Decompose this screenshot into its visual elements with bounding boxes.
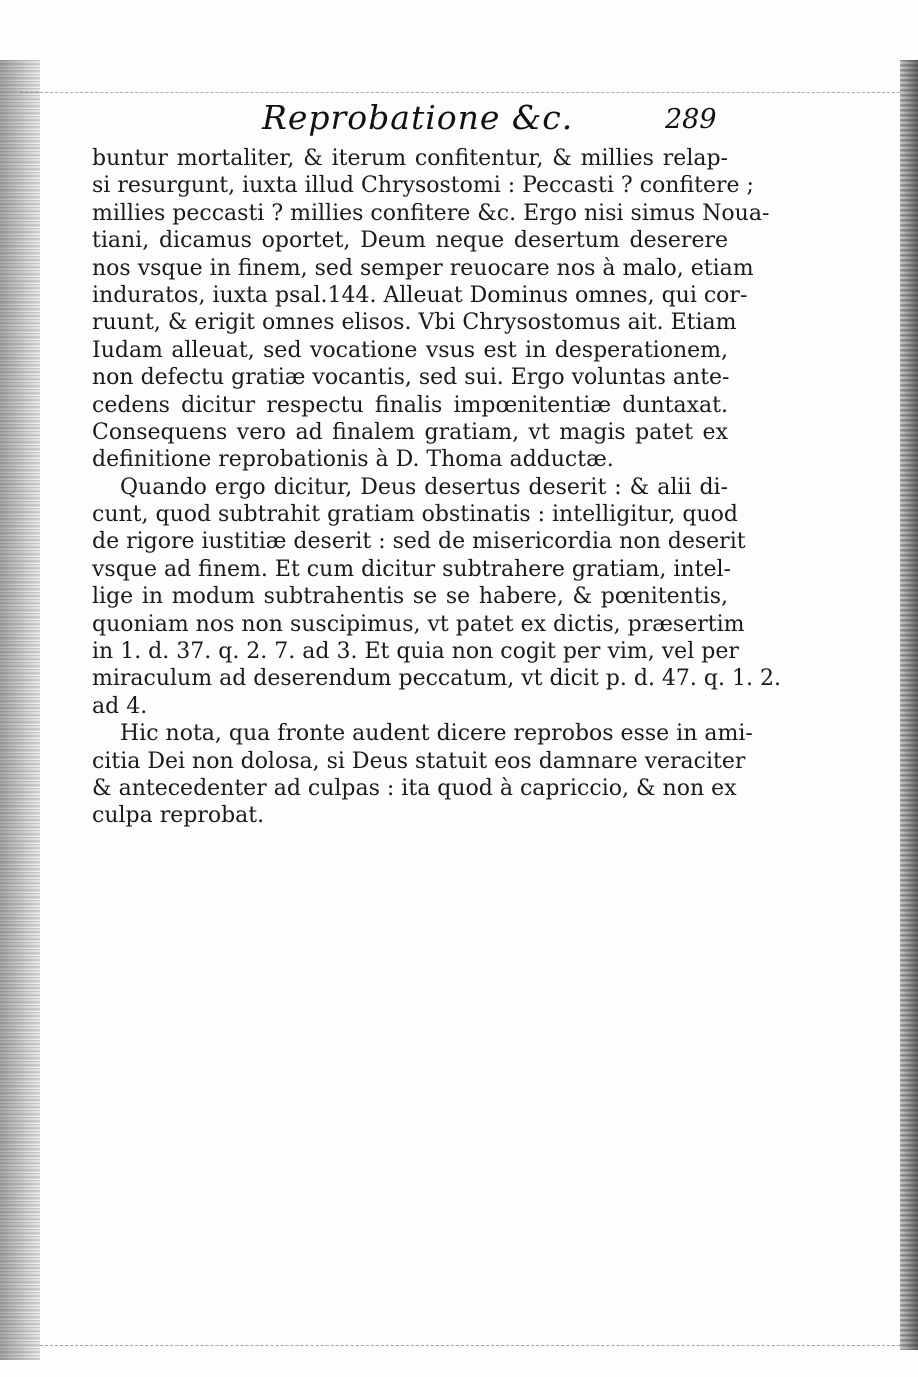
text-line: induratos, iuxta psal.144. Alleuat Dominus omnes, qui cor- <box>92 282 748 308</box>
text-line: Iudam alleuat, sed vocatione vsus est in desperationem, <box>92 337 728 363</box>
text-line: Consequens vero ad finalem gratiam, vt magis patet ex <box>92 419 728 445</box>
text-line: culpa reprobat. <box>92 803 265 829</box>
text-line: tiani, dicamus oportet, Deum neque desertum deserere <box>92 228 728 254</box>
page-number: 289 <box>665 104 717 135</box>
body-text <box>92 145 781 830</box>
text-line: vsque ad finem. Et cum dicitur subtrahere gratiam, intel- <box>92 556 731 582</box>
top-scan-line <box>20 92 900 93</box>
paragraph-start-line: Quando ergo dicitur, Deus desertus deserit : & alii di- <box>120 474 728 500</box>
text-line: non defectu gratiæ vocantis, sed sui. Ergo voluntas ante- <box>92 365 730 391</box>
bottom-scan-line <box>40 1345 900 1346</box>
text-line: si resurgunt, iuxta illud Chrysostomi : Peccasti ? confitere ; <box>92 173 754 199</box>
text-line: in 1. d. 37. q. 2. 7. ad 3. Et quia non cogit per vim, vel per <box>92 639 739 665</box>
text-line: lige in modum subtrahentis se se habere, & pœnitentis, <box>92 584 728 610</box>
paragraph-start-line: Hic nota, qua fronte audent dicere reprobos esse in ami- <box>120 721 753 747</box>
right-page-edge <box>900 60 918 1350</box>
text-line: quoniam nos non suscipimus, vt patet ex dictis, præsertim <box>92 611 745 637</box>
text-line: buntur mortaliter, & iterum confitentur, & millies relap- <box>92 146 728 171</box>
page-header <box>0 98 918 148</box>
text-line: ruunt, & erigit omnes elisos. Vbi Chrysostomus ait. Etiam <box>92 310 737 336</box>
text-line: nos vsque in finem, sed semper reuocare nos à malo, etiam <box>92 255 754 281</box>
text-line: cunt, quod subtrahit gratiam obstinatis : intelligitur, quod <box>92 502 738 528</box>
text-line: cedens dicitur respectu finalis impœnitentiæ duntaxat. <box>92 392 728 418</box>
text-line: & antecedenter ad culpas : ita quod à capriccio, & non ex <box>92 775 737 801</box>
text-line: miraculum ad deserendum peccatum, vt dicit p. d. 47. q. 1. 2. <box>92 666 781 692</box>
text-line: millies peccasti ? millies confitere &c. Ergo nisi simus Noua- <box>92 200 770 226</box>
text-line: de rigore iustitiæ deserit : sed de misericordia non deserit <box>92 529 746 555</box>
text-line: definitione reprobationis à D. Thoma adductæ. <box>92 447 614 473</box>
left-binding-edge <box>0 60 40 1360</box>
text-line: ad 4. <box>92 693 148 719</box>
text-line: citia Dei non dolosa, si Deus statuit eos damnare veraciter <box>92 748 746 774</box>
running-title: Reprobatione &c. <box>262 98 574 137</box>
